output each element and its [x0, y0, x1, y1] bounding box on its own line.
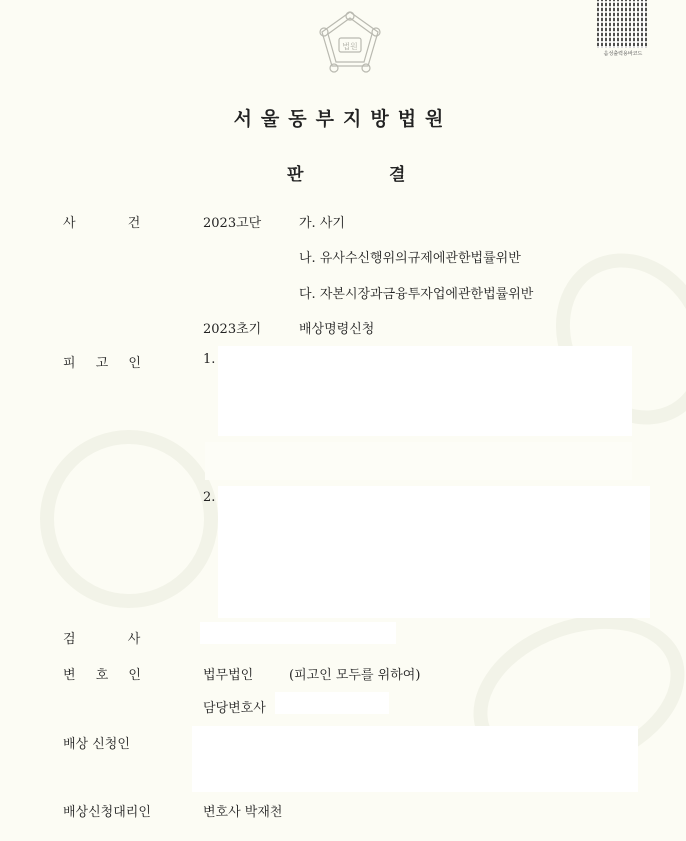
qr-barcode	[597, 0, 647, 48]
claimant-agent-value: 변호사 박재천	[203, 805, 283, 820]
doc-type-part2: 결	[389, 165, 406, 185]
prosecutor-label: 검 사	[63, 632, 141, 647]
watermark-seal	[40, 430, 218, 608]
court-emblem-icon	[314, 8, 386, 80]
case-number-1: 2023고단	[203, 216, 262, 231]
defendant-label: 피 고 인	[63, 356, 141, 371]
qr-label: 음성출력용바코드	[603, 51, 643, 57]
counsel-label: 변 호 인	[63, 668, 141, 683]
case-label: 사 건	[63, 216, 141, 231]
charge-1: 가. 사기	[299, 216, 345, 231]
counsel-lead: 담당변호사	[203, 701, 266, 716]
counsel-firm: 법무법인	[203, 668, 254, 683]
charge-3: 다. 자본시장과금융투자업에관한법률위반	[299, 287, 534, 302]
redacted-block	[275, 692, 389, 714]
court-name: 서울동부지방법원	[233, 108, 453, 130]
redacted-block	[205, 442, 632, 480]
doc-type-part1: 판	[287, 165, 304, 185]
claim-type: 배상명령신청	[299, 322, 375, 337]
defendant-item-2: 2.	[203, 490, 216, 505]
claimant-label: 배상 신청인	[63, 737, 130, 752]
redacted-block	[218, 346, 632, 436]
counsel-note: (피고인 모두를 위하여)	[289, 668, 421, 683]
svg-text:법원: 법원	[342, 42, 358, 51]
redacted-block	[192, 726, 638, 792]
charge-2: 나. 유사수신행위의규제에관한법률위반	[299, 251, 521, 266]
redacted-block	[200, 622, 396, 644]
case-number-2: 2023초기	[203, 322, 262, 337]
defendant-item-1: 1.	[203, 352, 216, 367]
claimant-agent-label: 배상신청대리인	[63, 805, 151, 820]
redacted-block	[218, 486, 650, 618]
